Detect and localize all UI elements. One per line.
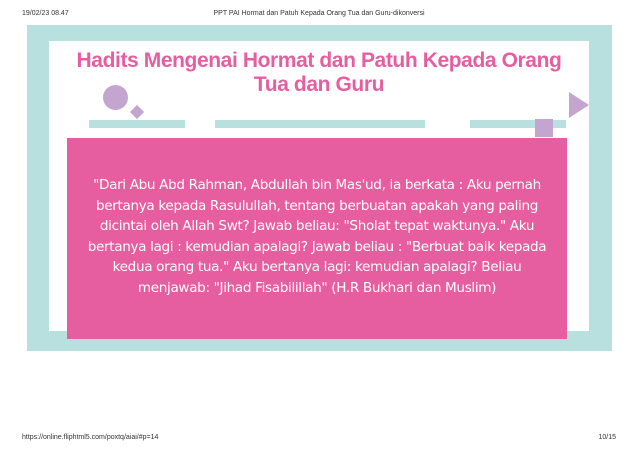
print-page-indicator: 10/15 xyxy=(598,434,616,441)
decor-circle-shape xyxy=(103,85,128,110)
decor-bar-center xyxy=(215,120,425,128)
slide-title xyxy=(49,49,589,97)
slide-content xyxy=(49,41,589,331)
slide-frame xyxy=(27,25,612,351)
decor-triangle-shape xyxy=(569,92,589,118)
print-document-title: PPT PAI Hormat dan Patuh Kepada Orang Tua dan Guru-dikonversi xyxy=(213,10,425,17)
hadith-quote-box xyxy=(67,138,567,339)
hadith-quote-text: "Dari Abu Abd Rahman, Abdullah bin Mas'ud, ia berkata : Aku pernah bertanya kepada Rasulullah, tentang berbuatan apakah yang paling dicintai oleh Allah Swt? Jawab beliau: "Sholat tepat waktunya." Aku bertanya lagi : kemudian apalagi? Jawab beliau : "Berbuat baik kepada kedua orang tua." Aku bertanya lagi: kemudian apalagi? Beliau menjawab: "Jihad Fisabilillah" (H.R Bukhari dan Muslim) xyxy=(87,177,547,296)
decor-square-shape xyxy=(535,119,553,137)
decor-bar-left xyxy=(89,120,185,128)
decor-diamond-shape xyxy=(130,105,144,119)
print-source-url: https://online.fliphtml5.com/poxtq/aiai/#p=14 xyxy=(22,434,159,441)
print-datetime: 19/02/23 08.47 xyxy=(22,10,69,17)
slide-title-line-2: Tua dan Guru xyxy=(253,73,385,96)
slide-title-line-1: Hadits Mengenai Hormat dan Patuh Kepada Orang xyxy=(76,49,562,72)
